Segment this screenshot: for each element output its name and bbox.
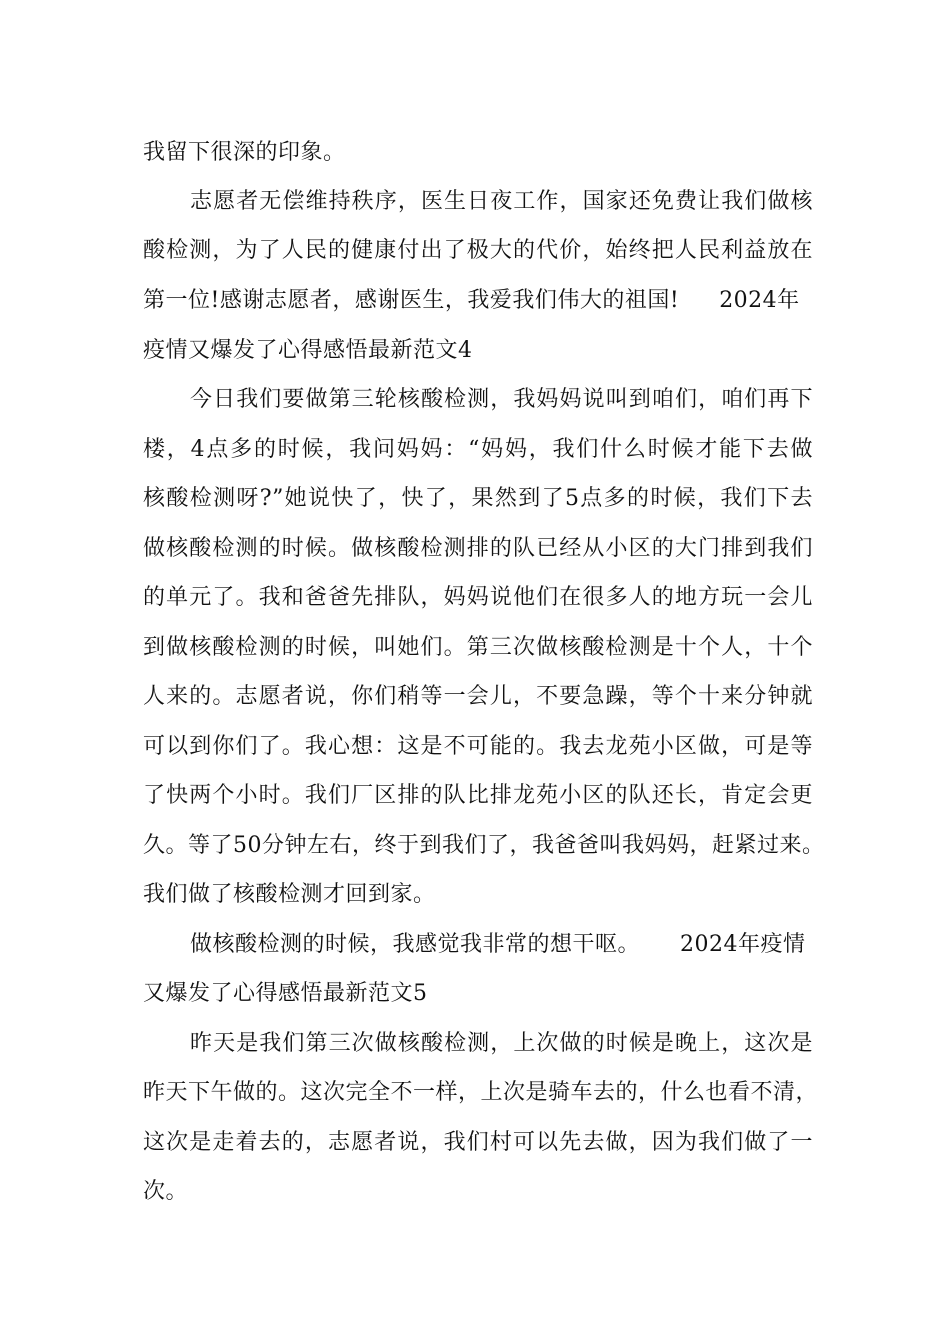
text-line: 做核酸检测的时候。做核酸检测排的队已经从小区的大门排到我们 xyxy=(143,536,813,561)
section-heading-part: 2024年疫情 xyxy=(680,932,806,957)
text-line: 昨天下午做的。这次完全不一样，上次是骑车去的，什么也看不清， xyxy=(143,1080,819,1105)
text-line: 核酸检测呀?”她说快了，快了，果然到了5点多的时候，我们下去 xyxy=(143,486,813,511)
paragraph-start-line: 志愿者无偿维持秩序，医生日夜工作，国家还免费让我们做核 xyxy=(190,189,813,214)
text-line: 到做核酸检测的时候，叫她们。第三次做核酸检测是十个人，十个 xyxy=(143,635,813,660)
text-line: 我们做了核酸检测才回到家。 xyxy=(143,882,436,907)
section-heading: 又爆发了心得感悟最新范文5 xyxy=(143,981,428,1006)
paragraph-start-line: 昨天是我们第三次做核酸检测，上次做的时候是晚上，这次是 xyxy=(190,1031,813,1056)
paragraph-start-line: 今日我们要做第三轮核酸检测，我妈妈说叫到咱们，咱们再下 xyxy=(190,387,813,412)
text-line: 我留下很深的印象。 xyxy=(143,140,346,165)
text-line: 次。 xyxy=(143,1179,189,1204)
paragraph-start-line xyxy=(190,925,813,965)
text-segment: 第一位!感谢志愿者，感谢医生，我爱我们伟大的祖国! xyxy=(143,288,680,313)
text-line: 楼，4点多的时候，我问妈妈：“妈妈，我们什么时候才能下去做 xyxy=(143,437,813,462)
section-heading-part: 2024年 xyxy=(719,288,800,313)
text-segment: 做核酸检测的时候，我感觉我非常的想干呕。 xyxy=(190,932,641,957)
text-line: 可以到你们了。我心想：这是不可能的。我去龙苑小区做，可是等 xyxy=(143,734,813,759)
text-line: 的单元了。我和爸爸先排队，妈妈说他们在很多人的地方玩一会儿 xyxy=(143,585,813,610)
text-line: 酸检测，为了人民的健康付出了极大的代价，始终把人民利益放在 xyxy=(143,238,813,263)
text-line: 这次是走着去的，志愿者说，我们村可以先去做，因为我们做了一 xyxy=(143,1130,813,1155)
text-line xyxy=(143,281,813,321)
text-line: 人来的。志愿者说，你们稍等一会儿，不要急躁，等个十来分钟就 xyxy=(143,684,813,709)
text-line: 了快两个小时。我们厂区排的队比排龙苑小区的队还长，肯定会更 xyxy=(143,783,813,808)
section-heading: 疫情又爆发了心得感悟最新范文4 xyxy=(143,338,473,363)
text-line: 久。等了50分钟左右，终于到我们了，我爸爸叫我妈妈，赶紧过来。 xyxy=(143,833,825,858)
